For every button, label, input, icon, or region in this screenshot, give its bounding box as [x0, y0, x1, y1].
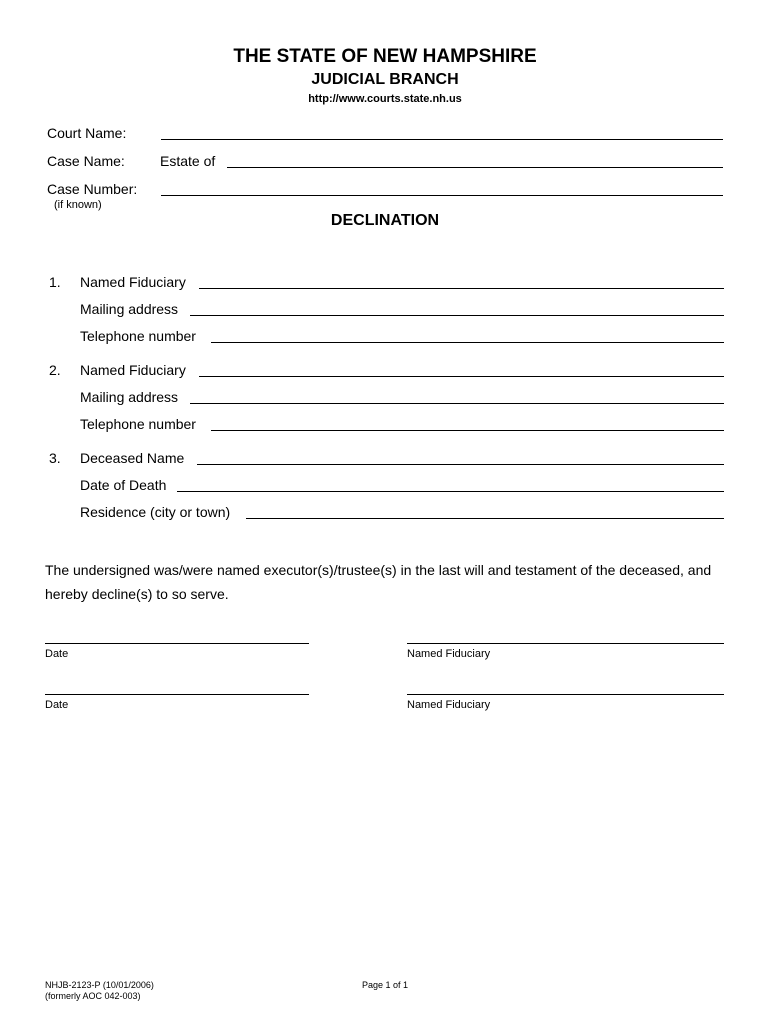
estate-of-label: Estate of — [160, 153, 216, 169]
former-form-id: (formerly AOC 042-003) — [45, 991, 141, 1001]
if-known-note: (if known) — [54, 199, 102, 211]
section-1-fiduciary-field[interactable] — [199, 288, 724, 289]
signature-date-line-1[interactable] — [45, 643, 309, 644]
signature-fiduciary-line-2[interactable] — [407, 694, 724, 695]
signature-date-label-1: Date — [45, 648, 69, 660]
date-of-death-label: Date of Death — [80, 477, 167, 493]
section-3-number: 3. — [49, 450, 61, 466]
form-id: NHJB-2123-P (10/01/2006) — [45, 980, 154, 990]
residence-field[interactable] — [246, 518, 724, 519]
signature-fiduciary-label-2: Named Fiduciary — [407, 699, 491, 711]
case-name-label: Case Name: — [47, 153, 125, 169]
case-number-field[interactable] — [161, 195, 723, 196]
section-2-number: 2. — [49, 362, 61, 378]
section-1-phone-label: Telephone number — [80, 328, 196, 344]
deceased-name-field[interactable] — [197, 464, 724, 465]
residence-label: Residence (city or town) — [80, 504, 231, 520]
estate-of-field[interactable] — [227, 167, 723, 168]
page-number: Page 1 of 1 — [362, 980, 409, 990]
page-subtitle: JUDICIAL BRANCH — [311, 71, 459, 88]
section-1-number: 1. — [49, 274, 61, 290]
section-1-address-label: Mailing address — [80, 301, 179, 317]
page-title: THE STATE OF NEW HAMPSHIRE — [233, 46, 537, 67]
section-2-address-field[interactable] — [190, 403, 724, 404]
section-2-fiduciary-label: Named Fiduciary — [80, 362, 186, 378]
section-1-fiduciary-label: Named Fiduciary — [80, 274, 186, 290]
section-1-address-field[interactable] — [190, 315, 724, 316]
date-of-death-field[interactable] — [177, 491, 724, 492]
case-number-label: Case Number: — [47, 181, 138, 197]
section-2-phone-field[interactable] — [211, 430, 724, 431]
court-url: http://www.courts.state.nh.us — [308, 93, 462, 105]
section-2-phone-label: Telephone number — [80, 416, 196, 432]
section-1-phone-field[interactable] — [211, 342, 724, 343]
court-name-label: Court Name: — [47, 125, 127, 141]
signature-fiduciary-line-1[interactable] — [407, 643, 724, 644]
form-title: DECLINATION — [330, 212, 440, 229]
section-2-address-label: Mailing address — [80, 389, 179, 405]
signature-date-line-2[interactable] — [45, 694, 309, 695]
declination-statement: The undersigned was/were named executor(s)/trustee(s) in the last will and testament of the deceased, and hereby decline(s) to so serve. — [45, 562, 712, 602]
deceased-name-label: Deceased Name — [80, 450, 185, 466]
signature-date-label-2: Date — [45, 699, 69, 711]
signature-fiduciary-label-1: Named Fiduciary — [407, 648, 491, 660]
court-name-field[interactable] — [161, 139, 723, 140]
section-2-fiduciary-field[interactable] — [199, 376, 724, 377]
